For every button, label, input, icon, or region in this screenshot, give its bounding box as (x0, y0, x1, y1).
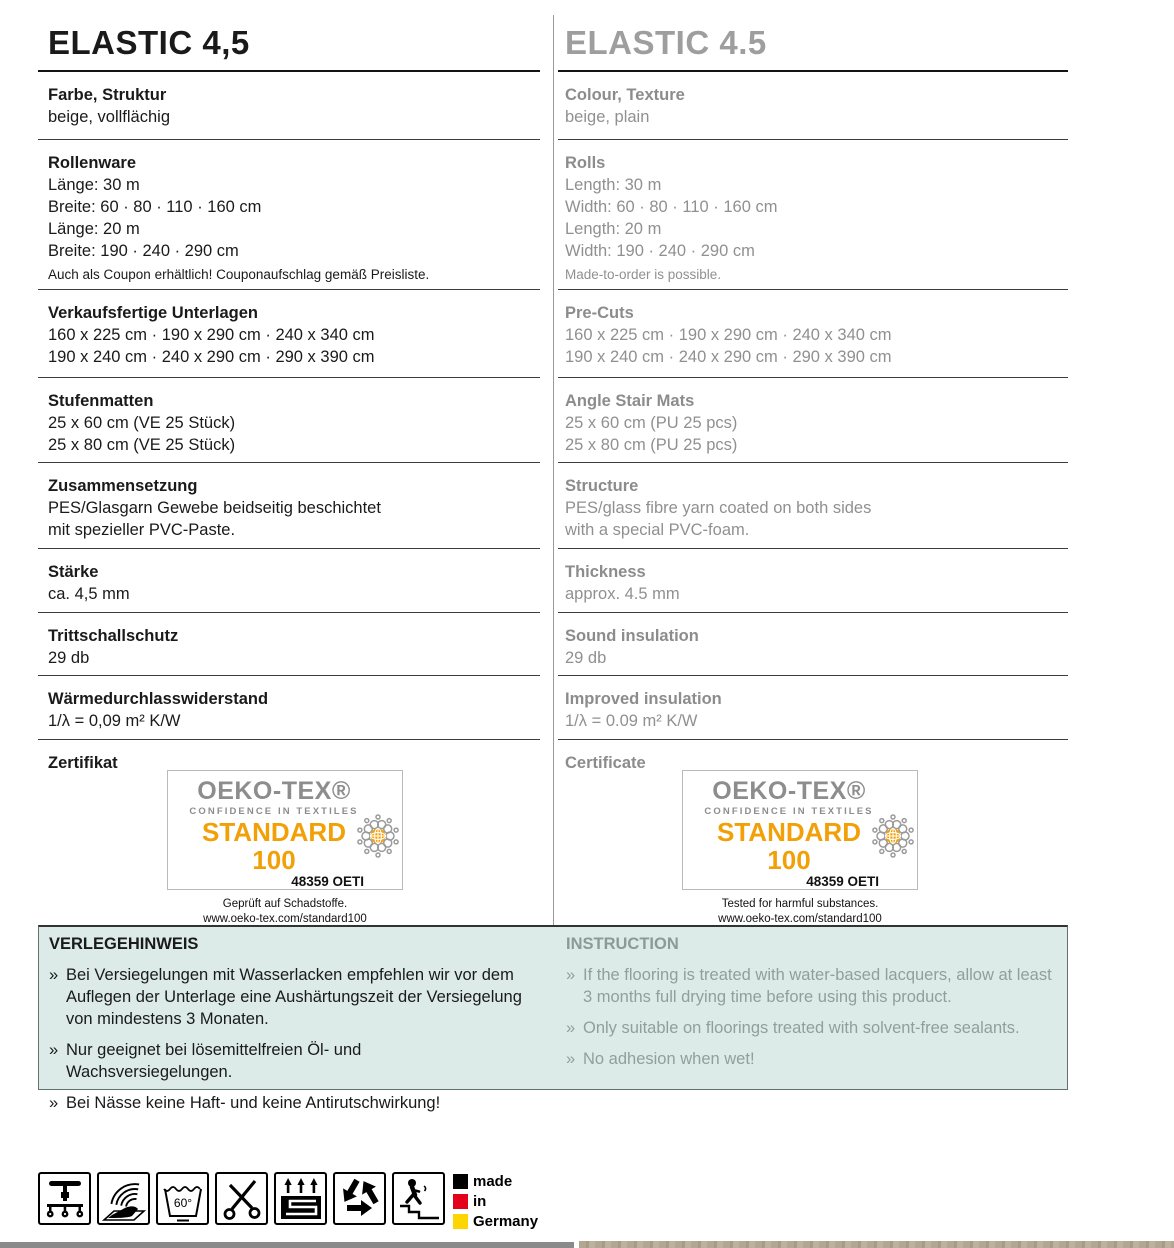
section-title: Wärmedurchlasswiderstand (48, 690, 269, 708)
section-certificate-de (38, 740, 540, 925)
section-rolls-en (558, 140, 1068, 290)
oeko-tex-number: 48359 OETI (291, 874, 364, 889)
header-cell-en (558, 15, 1068, 72)
oeko-tex-url: www.oeko-tex.com/standard100 (203, 913, 367, 925)
oeko-tex-flower-icon (356, 811, 400, 861)
section-title: Trittschallschutz (48, 627, 179, 645)
section-stairmats-en (558, 378, 1068, 463)
bottom-edge-strip-right (579, 1241, 1174, 1248)
pictogram-strip (38, 1172, 538, 1233)
oeko-tex-label (682, 770, 918, 925)
instruction-bullet (49, 1039, 526, 1083)
section-precuts-en (558, 290, 1068, 378)
bullet-marker: » (49, 966, 59, 984)
section-sound-de (38, 613, 540, 676)
section-title: Certificate (565, 754, 646, 772)
section-structure-de (38, 463, 540, 549)
section-insulation (38, 676, 1068, 740)
instruction-bullet (49, 964, 526, 1030)
section-insulation-en (558, 676, 1068, 740)
instruction-de (39, 927, 540, 1112)
column-gap (540, 140, 558, 290)
scissors-icon (215, 1172, 268, 1225)
footfall-sound-icon (97, 1172, 150, 1225)
instruction-title: INSTRUCTION (566, 935, 679, 953)
section-sound (38, 613, 1068, 676)
section-title: Improved insulation (565, 690, 722, 708)
spec-line: 25 x 60 cm (PU 25 pcs) (565, 414, 738, 432)
section-certificate-en (558, 740, 1068, 925)
flag-black-square (453, 1174, 468, 1189)
spec-line: 25 x 60 cm (VE 25 Stück) (48, 414, 236, 432)
instruction-en (559, 927, 1067, 1089)
oeko-tex-tested-text: Geprüft auf Schadstoffe. (222, 898, 348, 910)
section-title: Stärke (48, 563, 99, 581)
column-gap (540, 290, 558, 378)
section-title: Structure (565, 477, 639, 495)
spec-line: 190 x 240 cm · 240 x 290 cm · 290 x 390 cm (565, 348, 892, 366)
spec-line: Breite: 190 · 240 · 290 cm (48, 242, 239, 260)
spec-line: 1/λ = 0.09 m² K/W (565, 712, 698, 730)
oeko-tex-tested-text: Tested for harmful substances. (721, 898, 879, 910)
spec-line: Länge: 30 m (48, 176, 140, 194)
section-title: Thickness (565, 563, 646, 581)
spec-line: approx. 4.5 mm (565, 585, 680, 603)
bullet-marker: » (566, 1050, 576, 1068)
oeko-tex-number: 48359 OETI (806, 874, 879, 889)
spec-line: beige, vollflächig (48, 108, 170, 126)
wash-temp-label: 60° (173, 1195, 192, 1210)
column-gap (540, 15, 558, 72)
spec-line: PES/glass fibre yarn coated on both sides (565, 499, 872, 517)
section-stairmats (38, 378, 1068, 463)
spec-line: Length: 20 m (565, 220, 662, 238)
column-gap (540, 613, 558, 676)
bullet-text: Only suitable on floorings treated with solvent-free sealants. (583, 1019, 1020, 1037)
section-colour-en (558, 72, 1068, 140)
bullet-text: If the flooring is treated with water-based lacquers, allow at least 3 months full drying time before using this product. (583, 966, 1052, 1006)
made-in-line (453, 1193, 538, 1210)
section-rolls-de (38, 140, 540, 290)
made-in-text: Germany (473, 1213, 539, 1230)
section-precuts-de (38, 290, 540, 378)
spec-line: beige, plain (565, 108, 650, 126)
spec-line: 160 x 225 cm · 190 x 290 cm · 240 x 340 cm (565, 326, 892, 344)
header-row (38, 15, 1068, 72)
section-certificate (38, 740, 1068, 925)
made-in-germany (453, 1172, 538, 1233)
section-title: Zertifikat (48, 754, 118, 772)
spec-line: Länge: 20 m (48, 220, 140, 238)
bullet-text: Bei Versiegelungen mit Wasserlacken empfehlen wir vor dem Auflegen der Unterlage eine Aushärtungszeit der Versiegelung von mindestens 3 Monaten. (66, 966, 522, 1028)
underfloor-heating-icon (274, 1172, 327, 1225)
oeko-tex-flower-icon (871, 811, 915, 861)
section-title: Sound insulation (565, 627, 699, 645)
instruction-bullet (566, 1048, 1061, 1070)
spec-line: 160 x 225 cm · 190 x 290 cm · 240 x 340 cm (48, 326, 375, 344)
oeko-tex-tagline: CONFIDENCE IN TEXTILES (704, 806, 874, 817)
section-structure-en (558, 463, 1068, 549)
oeko-tex-url: www.oeko-tex.com/standard100 (718, 913, 882, 925)
spec-line: 190 x 240 cm · 240 x 290 cm · 290 x 390 cm (48, 348, 375, 366)
instruction-bullet (49, 1092, 526, 1114)
spec-note: Made-to-order is possible. (565, 267, 722, 282)
section-title: Rollenware (48, 154, 137, 172)
spec-line: 1/λ = 0,09 m² K/W (48, 712, 181, 730)
oeko-tex-text (178, 778, 370, 890)
section-stairmats-de (38, 378, 540, 463)
spec-line: mit spezieller PVC-Paste. (48, 521, 236, 539)
spec-line: Width: 60 · 80 · 110 · 160 cm (565, 198, 778, 216)
section-colour (38, 72, 1068, 140)
section-structure (38, 463, 1068, 549)
oeko-tex-label (167, 770, 403, 925)
flag-gold-square (453, 1214, 468, 1229)
section-title: Stufenmatten (48, 392, 154, 410)
spec-line: ca. 4,5 mm (48, 585, 130, 603)
flag-red-square (453, 1194, 468, 1209)
section-insulation-de (38, 676, 540, 740)
column-gap (540, 72, 558, 140)
spec-table (38, 15, 1068, 925)
bullet-marker: » (566, 1019, 576, 1037)
bullet-text: No adhesion when wet! (583, 1050, 755, 1068)
made-in-text: made (473, 1173, 513, 1190)
section-sound-en (558, 613, 1068, 676)
instruction-bullet (566, 964, 1061, 1008)
spec-line: with a special PVC-foam. (565, 521, 750, 539)
spec-line: PES/Glasgarn Gewebe beidseitig beschichtet (48, 499, 381, 517)
column-gap (540, 463, 558, 549)
wash-60-icon (156, 1172, 209, 1225)
recycling-icon (333, 1172, 386, 1225)
spec-line: 29 db (565, 649, 607, 667)
section-title: Colour, Texture (565, 86, 685, 104)
spec-line: Length: 30 m (565, 176, 662, 194)
oeko-tex-standard: STANDARD 100 (202, 817, 346, 875)
instruction-bullet (566, 1017, 1061, 1039)
column-gap (540, 378, 558, 463)
section-title: Zusammensetzung (48, 477, 198, 495)
made-in-line (453, 1173, 538, 1190)
page-title-de: ELASTIC 4,5 (48, 24, 250, 61)
section-thickness-de (38, 549, 540, 613)
spec-line: 25 x 80 cm (VE 25 Stück) (48, 436, 236, 454)
section-thickness (38, 549, 1068, 613)
bottom-edge-strip-left (0, 1242, 574, 1248)
section-title: Rolls (565, 154, 606, 172)
section-rolls (38, 140, 1068, 290)
bullet-marker: » (49, 1094, 59, 1112)
spec-line: Breite: 60 · 80 · 110 · 160 cm (48, 198, 262, 216)
oeko-tex-tagline: CONFIDENCE IN TEXTILES (189, 806, 359, 817)
column-gap (540, 740, 558, 920)
office-chair-icon (38, 1172, 91, 1225)
instruction-title: VERLEGEHINWEIS (49, 935, 199, 953)
oeko-tex-brand: OEKO-TEX® (712, 777, 866, 805)
column-gap (540, 549, 558, 613)
made-in-text: in (473, 1193, 487, 1210)
section-colour-de (38, 72, 540, 140)
bullet-text: Bei Nässe keine Haft- und keine Antirutschwirkung! (66, 1094, 441, 1112)
page-title-en: ELASTIC 4.5 (565, 24, 767, 61)
spec-note: Auch als Coupon erhältlich! Couponaufschlag gemäß Preisliste. (48, 267, 430, 282)
stairs-icon (392, 1172, 445, 1225)
oeko-tex-brand: OEKO-TEX® (197, 777, 351, 805)
bullet-marker: » (49, 1041, 59, 1059)
bullet-marker: » (566, 966, 576, 984)
section-precuts (38, 290, 1068, 378)
made-in-line (453, 1213, 538, 1230)
column-gap (540, 676, 558, 740)
spec-line: 25 x 80 cm (PU 25 pcs) (565, 436, 738, 454)
section-title: Verkaufsfertige Unterlagen (48, 304, 258, 322)
instruction-box (38, 925, 1068, 1112)
section-title: Farbe, Struktur (48, 86, 167, 104)
spec-line: Width: 190 · 240 · 290 cm (565, 242, 755, 260)
section-title: Angle Stair Mats (565, 392, 695, 410)
section-thickness-en (558, 549, 1068, 613)
oeko-tex-standard: STANDARD 100 (717, 817, 861, 875)
spec-line: 29 db (48, 649, 90, 667)
section-title: Pre-Cuts (565, 304, 634, 322)
oeko-tex-text (693, 778, 885, 890)
header-cell-de (38, 15, 540, 72)
column-gap (540, 927, 559, 1089)
bullet-text: Nur geeignet bei lösemittelfreien Öl- und Wachsversiegelungen. (66, 1041, 362, 1081)
